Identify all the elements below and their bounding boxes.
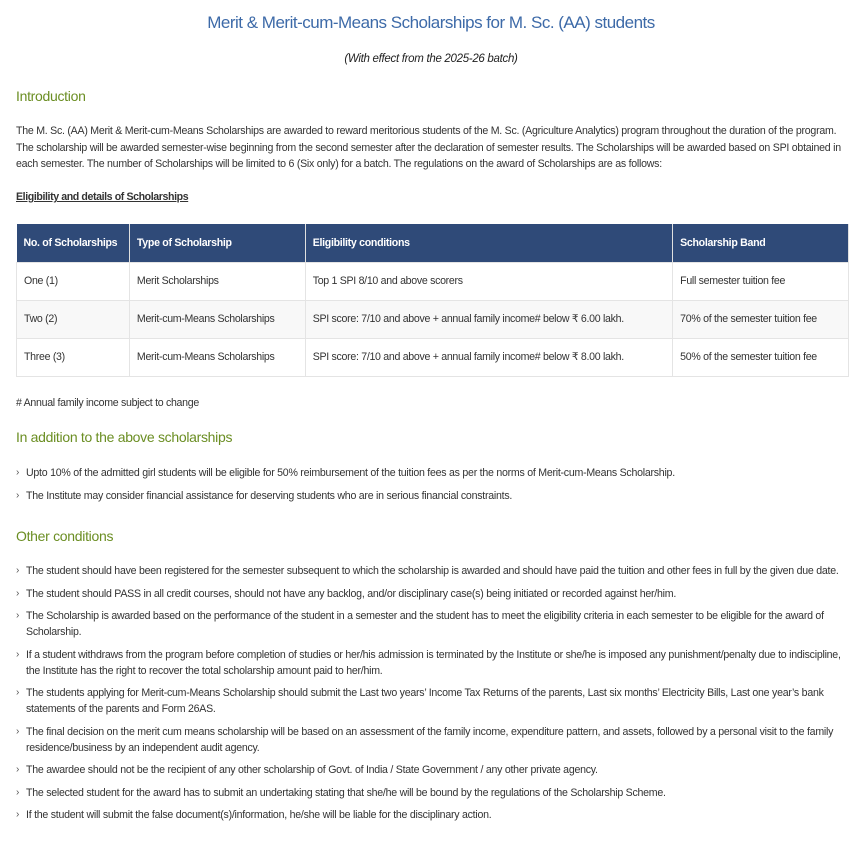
table-row (17, 300, 849, 338)
addition-heading: In addition to the above scholarships (16, 429, 233, 445)
page-subtitle: (With effect from the 2025-26 batch) (344, 53, 518, 65)
other-conditions-heading: Other conditions (16, 528, 114, 544)
table-cell: Merit-cum-Means Scholarships (129, 338, 305, 376)
addition-list (16, 465, 846, 510)
table-cell: One (1) (17, 262, 130, 300)
list-item: › The awardee should not be the recipient of any other scholarship of Govt. of India / State Government / any other private agency. (16, 764, 598, 776)
list-item: › The Institute may consider financial assistance for deserving students who are in serious financial constraints. (16, 489, 513, 502)
introduction-text: The M. Sc. (AA) Merit & Merit-cum-Means Scholarships are awarded to reward meritorious students of the M. Sc. (Agriculture Analytics) program throughout the duration of the program. The scholarship will be awarded semester-wise beginning from the second semester after the declaration of semester results. The Scholarships will be awarded based on SPI obtained in each semester. The number of Scholarships will be limited to 6 (Six only) for a batch. The regulations on the award of Scholarships are as follows: (16, 125, 841, 170)
income-footnote: # Annual family income subject to change (16, 397, 199, 409)
list-item: › The student should PASS in all credit courses, should not have any backlog, and/or disciplinary case(s) being initiated or recorded against her/him. (16, 587, 677, 600)
list-item: › The selected student for the award has to submit an undertaking stating that she/he will be bound by the regulations of the Scholarship Scheme. (16, 786, 666, 799)
list-item: › The final decision on the merit cum means scholarship will be based on an assessment of the family income, expenditure pattern, and assets, followed by a personal visit to the family residence/business by an independent audit agency. (16, 725, 834, 754)
eligibility-heading: Eligibility and details of Scholarships (16, 191, 189, 203)
chevron-right-icon: › (16, 786, 20, 798)
table-cell: Two (2) (17, 300, 130, 338)
table-row (17, 262, 849, 300)
column-header: Type of Scholarship (129, 224, 305, 262)
table-header-row (17, 224, 849, 262)
table-cell: 50% of the semester tuition fee (673, 338, 849, 376)
table-cell: Merit-cum-Means Scholarships (129, 300, 305, 338)
table-cell: Merit Scholarships (129, 262, 305, 300)
list-item: › The students applying for Merit-cum-Means Scholarship should submit the Last two years’ Income Tax Returns of the parents, Last six months’ Electricity Bills, Last one year’s bank statements of the parents and Form 26AS. (16, 687, 824, 715)
introduction-heading: Introduction (16, 88, 86, 104)
list-item: › If a student withdraws from the program before completion of studies or her/his admission is terminated by the Institute or she/he is imposed any punishment/penalty due to indiscipline, the Institute has the right to recover the total scholarship amount paid to her/him. (16, 648, 841, 677)
table-cell: Three (3) (17, 338, 130, 376)
chevron-right-icon: › (16, 610, 20, 621)
table-cell: Full semester tuition fee (673, 262, 849, 300)
chevron-right-icon: › (16, 489, 20, 501)
page-title: Merit & Merit-cum-Means Scholarships for M. Sc. (AA) students (207, 13, 655, 32)
chevron-right-icon: › (16, 467, 20, 478)
table-cell: Top 1 SPI 8/10 and above scorers (305, 262, 672, 300)
table-cell: SPI score: 7/10 and above + annual family income# below ₹ 6.00 lakh. (305, 300, 672, 338)
chevron-right-icon: › (16, 565, 20, 576)
chevron-right-icon: › (16, 764, 20, 775)
chevron-right-icon: › (16, 725, 20, 737)
list-item: › The Scholarship is awarded based on the performance of the student in a semester and the student has to meet the eligibility criteria in each semester to be eligible for the award of Scholarship. (16, 610, 824, 638)
list-item: › If the student will submit the false document(s)/information, he/she will be liable for the disciplinary action. (16, 809, 492, 821)
chevron-right-icon: › (16, 648, 20, 660)
column-header: No. of Scholarships (17, 224, 130, 262)
scholarship-table (16, 224, 849, 377)
chevron-right-icon: › (16, 587, 20, 599)
column-header: Scholarship Band (673, 224, 849, 262)
table-cell: SPI score: 7/10 and above + annual family income# below ₹ 8.00 lakh. (305, 338, 672, 376)
column-header: Eligibility conditions (305, 224, 672, 262)
table-cell: 70% of the semester tuition fee (673, 300, 849, 338)
table-row (17, 338, 849, 376)
list-item: › The student should have been registered for the semester subsequent to which the scholarship is awarded and should have paid the tuition and other fees in full by the given due date. (16, 565, 839, 577)
chevron-right-icon: › (16, 687, 20, 698)
list-item: › Upto 10% of the admitted girl students will be eligible for 50% reimbursement of the tuition fees as per the norms of Merit-cum-Means Scholarship. (16, 467, 675, 479)
chevron-right-icon: › (16, 809, 20, 820)
other-conditions-list (16, 563, 846, 830)
